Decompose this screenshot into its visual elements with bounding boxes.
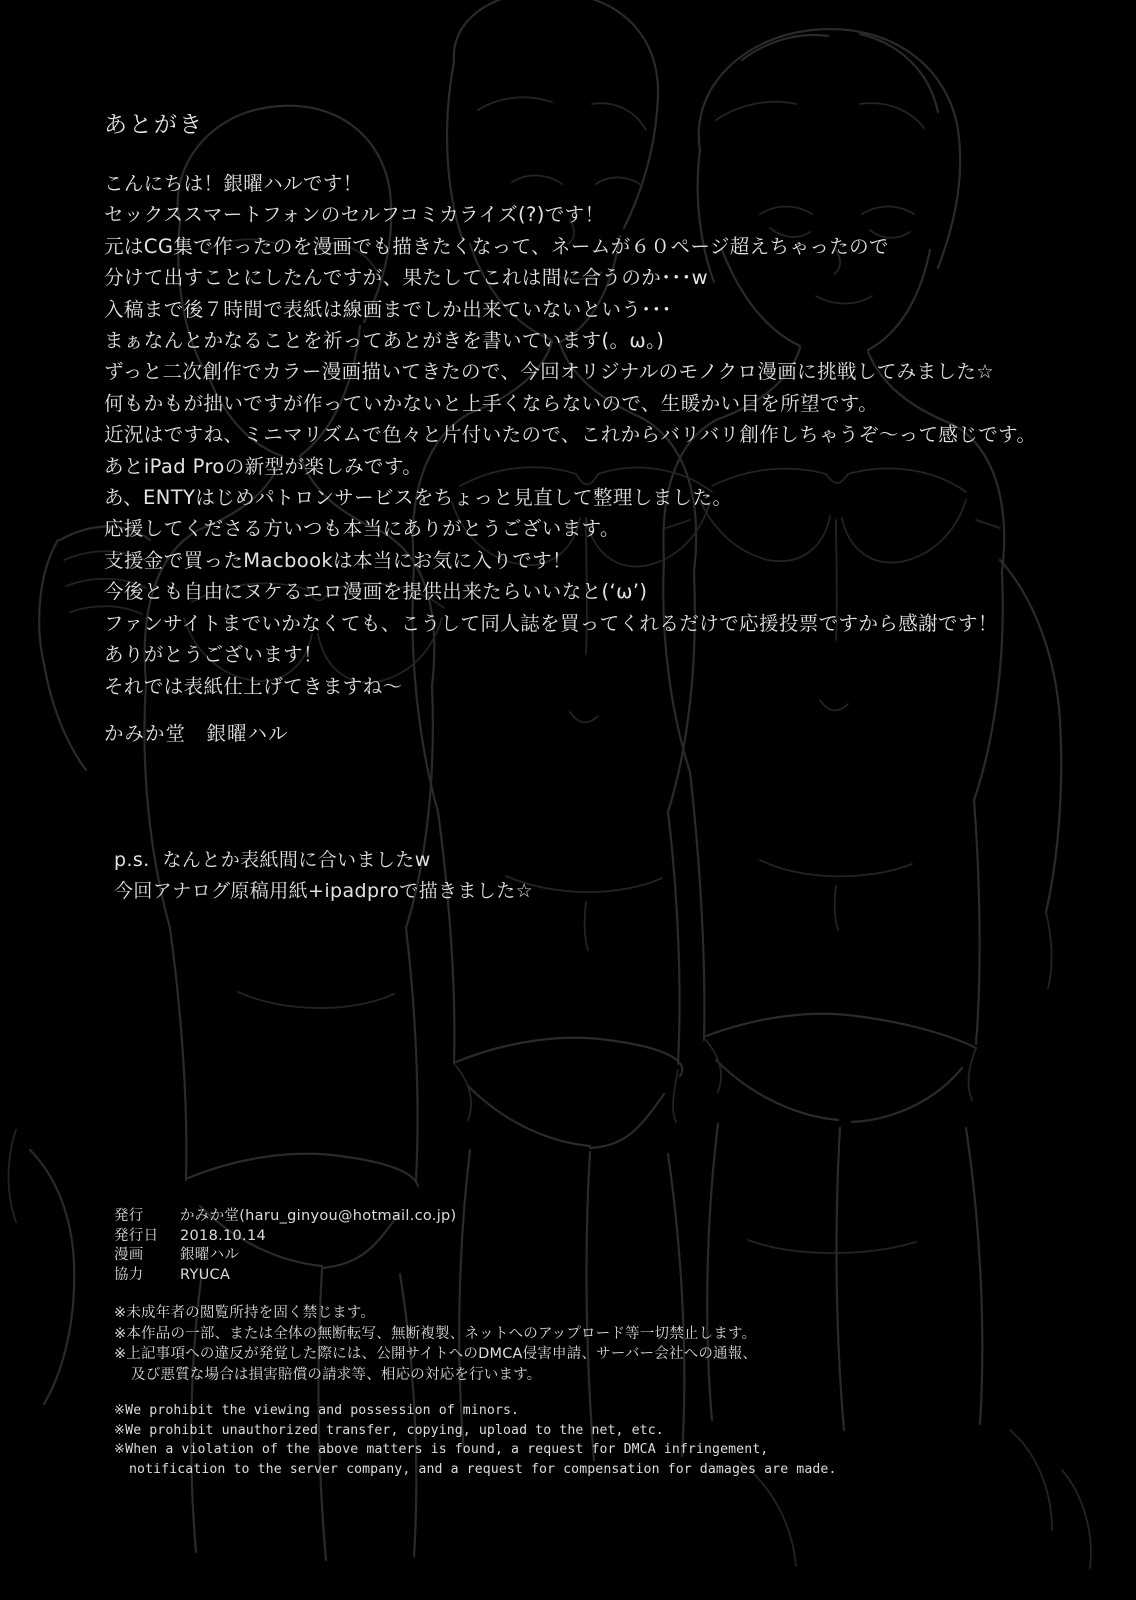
credit-value: かみか堂(haru_ginyou@hotmail.co.jp): [180, 1208, 457, 1224]
credit-value: 銀曜ハル: [180, 1247, 240, 1263]
afterword-line: セックススマートフォンのセルフコミカライズ(?)です！: [104, 203, 605, 227]
afterword-line: 今後とも自由にヌケるエロ漫画を提供出来たらいいなと(‘ω’): [104, 580, 648, 604]
afterword-line: ファンサイトまでいかなくても、こうして同人誌を買ってくれるだけで応援投票ですから感謝です！: [104, 611, 998, 635]
author-signature: かみか堂 銀曜ハル: [104, 722, 289, 745]
notice-line: 及び悪質な場合は損害賠償の請求等、相応の対応を行います。: [131, 1366, 542, 1383]
afterword-line: 何もかもが拙いですが作っていかないと上手くならないので、生暖かい目を所望です。: [104, 391, 879, 415]
credit-value: RYUCA: [180, 1266, 231, 1283]
notice-line: ※上記事項への違反が発覚した際には、公開サイトへのDMCA侵害申請、サーバー会社への通報、: [114, 1346, 758, 1362]
postscript-line: 今回アナログ原稿用紙+ipadproで描きました☆: [114, 880, 534, 902]
notice-line-en: ※We prohibit the viewing and possession of minors.: [114, 1403, 520, 1418]
notice-line-en: ※When a violation of the above matters is found, a request for DMCA infringement,: [114, 1442, 769, 1457]
afterword-line: 元はCG集で作ったのを漫画でも描きたくなって、ネームが６０ページ超えちゃったので: [104, 234, 889, 258]
credit-label: 協力: [114, 1266, 144, 1283]
notice-line: ※本作品の一部、または全体の無断転写、無断複製、ネットへのアップロード等一切禁止します。: [114, 1325, 757, 1342]
notice-line-en: ※We prohibit unauthorized transfer, copying, upload to the net, etc.: [114, 1422, 664, 1438]
colophon-credits: [114, 1207, 994, 1285]
credit-label: 漫画: [114, 1247, 144, 1263]
afterword-line: 応援してくださる方いつも本当にありがとうございます。: [104, 517, 620, 541]
notice-line-en: notification to the server company, and a request for compensation for damages are made.: [129, 1461, 837, 1477]
credit-label: 発行日: [114, 1227, 159, 1244]
afterword-line: ありがとうございます！: [104, 643, 323, 667]
notice-line: ※未成年者の閲覧所持を固く禁じます。: [114, 1305, 376, 1321]
afterword-line: 入稿まで後７時間で表紙は線画までしか出来ていないという･･･: [104, 297, 672, 321]
afterword-line: 支援金で買ったMacbookは本当にお気に入りです！: [104, 548, 572, 572]
colophon: [114, 1207, 994, 1479]
afterword-line: 近況はですね、ミニマリズムで色々と片付いたので、これからバリバリ創作しちゃうぞ～って感じです。: [104, 423, 1037, 447]
afterword-line: まぁなんとかなることを祈ってあとがきを書いています(。ω。): [104, 329, 665, 353]
credit-value: 2018.10.14: [180, 1227, 267, 1244]
page-title: あとがき: [104, 112, 204, 138]
notice-japanese: [114, 1303, 994, 1385]
credit-row: [114, 1227, 994, 1247]
afterword-line: それでは表紙仕上げてきますね～: [104, 674, 403, 698]
notice-english: [114, 1401, 994, 1479]
credit-row: [114, 1266, 994, 1286]
credit-row: [114, 1207, 994, 1227]
postscript-line: p.s. なんとか表紙間に合いましたw: [114, 849, 431, 871]
credit-row: [114, 1246, 994, 1266]
credit-label: 発行: [114, 1208, 144, 1224]
afterword-line: あ、ENTYはじめパトロンサービスをちょっと見直して整理しました。: [104, 486, 733, 510]
afterword-line: ずっと二次創作でカラー漫画描いてきたので、今回オリジナルのモノクロ漫画に挑戦してみました☆: [104, 360, 995, 384]
afterword-body: [104, 168, 1044, 702]
afterword-line: あとiPad Proの新型が楽しみです。: [104, 454, 423, 478]
afterword-line: こんにちは！銀曜ハルです！: [104, 172, 363, 195]
postscript: [114, 845, 914, 907]
afterword-line: 分けて出すことにしたんですが、果たしてこれは間に合うのか･･･w: [104, 266, 708, 290]
